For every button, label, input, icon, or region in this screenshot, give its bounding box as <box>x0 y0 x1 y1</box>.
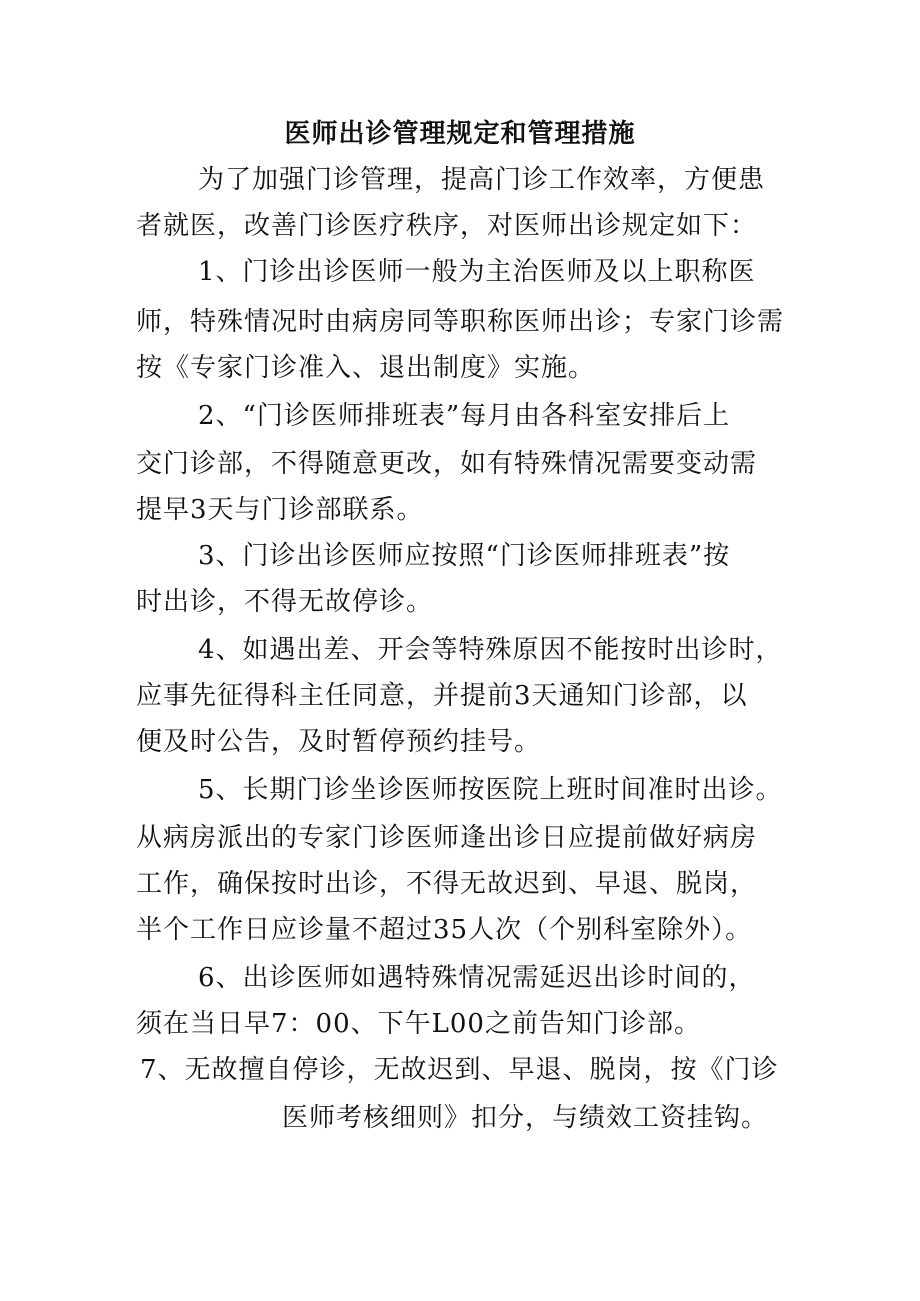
item-1-line-2: 师，特殊情况时由病房同等职称医师出诊；专家门诊需 <box>136 307 785 337</box>
document-title: 医师出诊管理规定和管理措施 <box>284 119 636 149</box>
item-6-line-2: 须在当日早7：00、下午L00之前告知门诊部。 <box>136 1009 701 1039</box>
item-2-line-2: 交门诊部，不得随意更改，如有特殊情况需要变动需 <box>136 449 758 479</box>
item-5-line-3: 工作，确保按时出诊，不得无故迟到、早退、脱岗， <box>136 869 758 899</box>
item-7-line-1: 7、无故擅自停诊，无故迟到、早退、脱岗，按《门诊 <box>140 1055 779 1085</box>
item-1-line-3: 按《专家门诊准入、退出制度》实施。 <box>136 353 596 383</box>
paragraph-intro-line-2: 者就医，改善门诊医疗秩序，对医师出诊规定如下： <box>136 211 758 241</box>
item-4-line-1: 4、如遇出差、开会等特殊原因不能按时出诊时， <box>198 635 783 665</box>
item-4-line-3: 便及时公告，及时暂停预约挂号。 <box>136 727 542 757</box>
item-7-line-2: 医师考核细则》扣分，与绩效工资挂钩。 <box>282 1103 769 1133</box>
item-1-line-1: 1、门诊出诊医师一般为主治医师及以上职称医 <box>198 257 756 287</box>
item-6-line-1: 6、出诊医师如遇特殊情况需延迟出诊时间的， <box>198 963 756 993</box>
item-5-line-1: 5、长期门诊坐诊医师按医院上班时间准时出诊。 <box>198 775 783 805</box>
item-4-line-2: 应事先征得科主任同意，并提前3天通知门诊部，以 <box>136 681 748 711</box>
paragraph-intro-line-1: 为了加强门诊管理，提高门诊工作效率，方便患 <box>198 165 766 195</box>
item-3-line-2: 时出诊，不得无故停诊。 <box>136 587 434 617</box>
item-2-line-1: 2、“门诊医师排班表”每月由各科室安排后上 <box>198 401 731 431</box>
item-5-line-2: 从病房派出的专家门诊医师逢出诊日应提前做好病房 <box>136 823 758 853</box>
item-3-line-1: 3、门诊出诊医师应按照“门诊医师排班表”按 <box>198 541 731 571</box>
item-2-line-3: 提早3天与门诊部联系。 <box>136 495 424 525</box>
item-5-line-4: 半个工作日应诊量不超过35人次（个别科室除外）。 <box>136 915 753 945</box>
